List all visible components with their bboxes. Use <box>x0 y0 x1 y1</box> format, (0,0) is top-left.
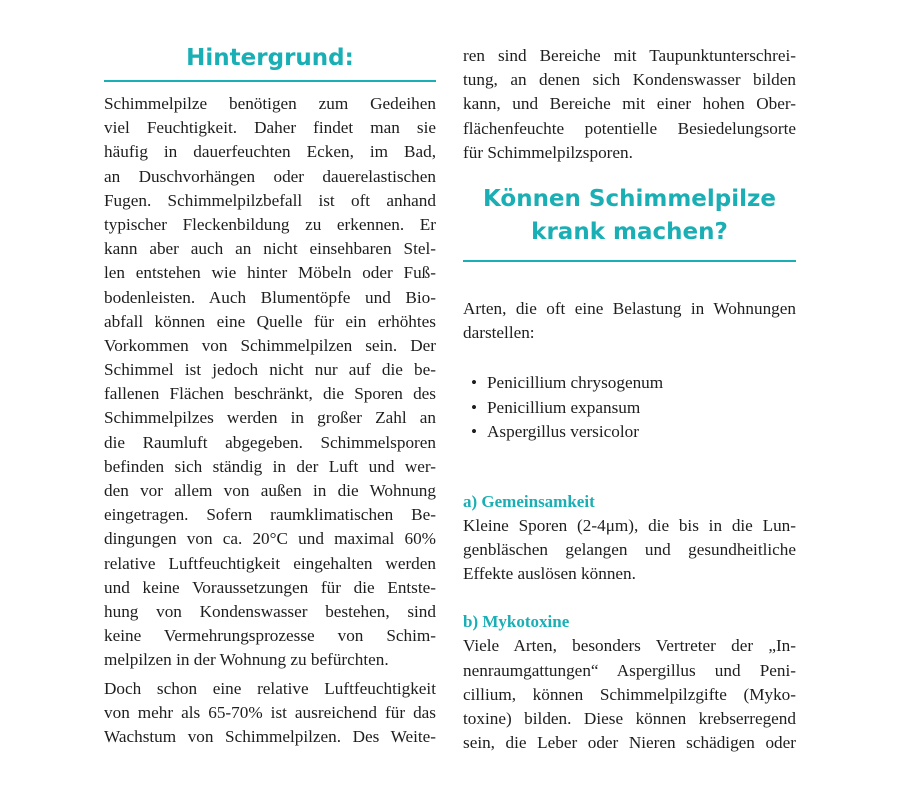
text-line: häufig in dauerfeuchten Ecken, im Bad, <box>104 142 436 162</box>
text-line: hung von Kondenswasser bestehen, sind <box>104 601 436 621</box>
text-line: für Schimmelpilzsporen. <box>463 142 633 162</box>
text-line: kann, und Bereiche mit einer hohen Ober- <box>463 94 796 114</box>
subheading-gemeinsamkeit: a) Gemeinsamkeit <box>463 491 595 511</box>
heading-underline <box>463 260 796 262</box>
list-item: • Penicillium chrysogenum <box>463 371 796 395</box>
body-text-continuation <box>463 44 796 165</box>
text-line: darstellen: <box>463 323 535 343</box>
text-line: sein, die Leber oder Nieren schädigen oder <box>463 733 796 753</box>
text-line: cillium, können Schimmelpilzgifte (Myko- <box>463 684 796 704</box>
text-line: Viele Arten, besonders Vertreter der „In- <box>463 636 796 656</box>
text-line: Doch schon eine relative Luftfeuchtigkeit <box>104 678 436 698</box>
text-line: bodenleisten. Auch Blumentöpfe und Bio- <box>104 287 436 307</box>
right-column <box>463 0 796 755</box>
text-line: nenraumgattungen“ Aspergillus und Peni- <box>463 660 796 680</box>
text-line: abfall können eine Quelle für ein erhöhtes <box>104 311 436 331</box>
text-line: die Raumluft abgegeben. Schimmelsporen <box>104 432 436 452</box>
text-line: melpilzen in der Wohnung zu befürchten. <box>104 650 389 670</box>
text-line: Schimmelpilzes werden in großer Zahl an <box>104 408 436 428</box>
text-line: Vorkommen von Schimmelpilzen sein. Der <box>104 335 436 355</box>
text-line: ren sind Bereiche mit Taupunktunterschrei- <box>463 46 796 65</box>
intro-text <box>463 297 796 345</box>
text-line: und keine Voraussetzungen für die Entste- <box>104 577 436 597</box>
text-line: genbläschen gelangen und gesundheitliche <box>463 540 796 560</box>
text-line: Kleine Sporen (2-4μm), die bis in die Lun- <box>463 515 796 535</box>
text-line: Schimmelpilze benötigen zum Gedeihen <box>104 94 436 113</box>
text-line: Schimmel ist jedoch nicht nur auf die be- <box>104 360 436 380</box>
body-text-mykotoxine <box>463 634 796 755</box>
text-line: kann aber auch an nicht einsehbaren Stel- <box>104 239 436 259</box>
text-line: Wachstum von Schimmelpilzen. Des Weite- <box>104 726 436 746</box>
text-line: dingungen von ca. 20°C und maximal 60% <box>104 529 436 549</box>
text-line: von mehr als 65-70% ist ausreichend für das <box>104 702 436 722</box>
list-item: • Penicillium expansum <box>463 396 796 420</box>
text-line: keine Vermehrungsprozesse von Schim- <box>104 626 436 646</box>
text-line: tung, an denen sich Kondenswasser bilden <box>463 70 796 90</box>
text-line: fallenen Flächen beschränkt, die Sporen des <box>104 384 436 404</box>
body-text-gemeinsamkeit <box>463 514 796 587</box>
text-line: Fugen. Schimmelpilzbefall ist oft anhand <box>104 190 436 210</box>
text-line: den vor allem von außen in die Wohnung <box>104 481 436 500</box>
left-column <box>104 0 436 749</box>
text-line: an Duschvorhängen oder dauerelastischen <box>104 166 436 186</box>
body-text-hintergrund <box>104 92 436 749</box>
text-line: Effekte auslösen können. <box>463 564 636 584</box>
text-line: Arten, die oft eine Belastung in Wohnungen <box>463 298 796 318</box>
heading-krank-machen <box>463 183 796 249</box>
text-line: relative Luftfeuchtigkeit eingehalten werden <box>104 553 436 573</box>
heading-line: Können Schimmelpilze <box>482 185 777 212</box>
heading-line: krank machen? <box>531 218 728 245</box>
bullet-icon: • <box>471 397 478 417</box>
text-line: toxine) bilden. Diese können krebserregend <box>463 709 796 728</box>
list-item: • Aspergillus versicolor <box>463 420 796 444</box>
text-line: flächenfeuchte potentielle Besiedelungsorte <box>463 118 796 138</box>
text-line: len entstehen wie hinter Möbeln oder Fuß- <box>104 263 436 283</box>
text-line: befinden sich ständig in der Luft und wer- <box>104 456 436 476</box>
heading-underline <box>104 80 436 82</box>
bullet-icon: • <box>471 373 478 393</box>
bullet-icon: • <box>471 421 478 441</box>
text-line: typischer Fleckenbildung zu erkennen. Er <box>104 214 436 234</box>
text-line: eingetragen. Sofern raumklimatischen Be- <box>104 505 436 525</box>
heading-hintergrund: Hintergrund: <box>186 45 354 71</box>
species-list <box>463 371 796 444</box>
subheading-mykotoxine: b) Mykotoxine <box>463 612 570 632</box>
text-line: viel Feuchtigkeit. Daher findet man sie <box>104 118 436 138</box>
